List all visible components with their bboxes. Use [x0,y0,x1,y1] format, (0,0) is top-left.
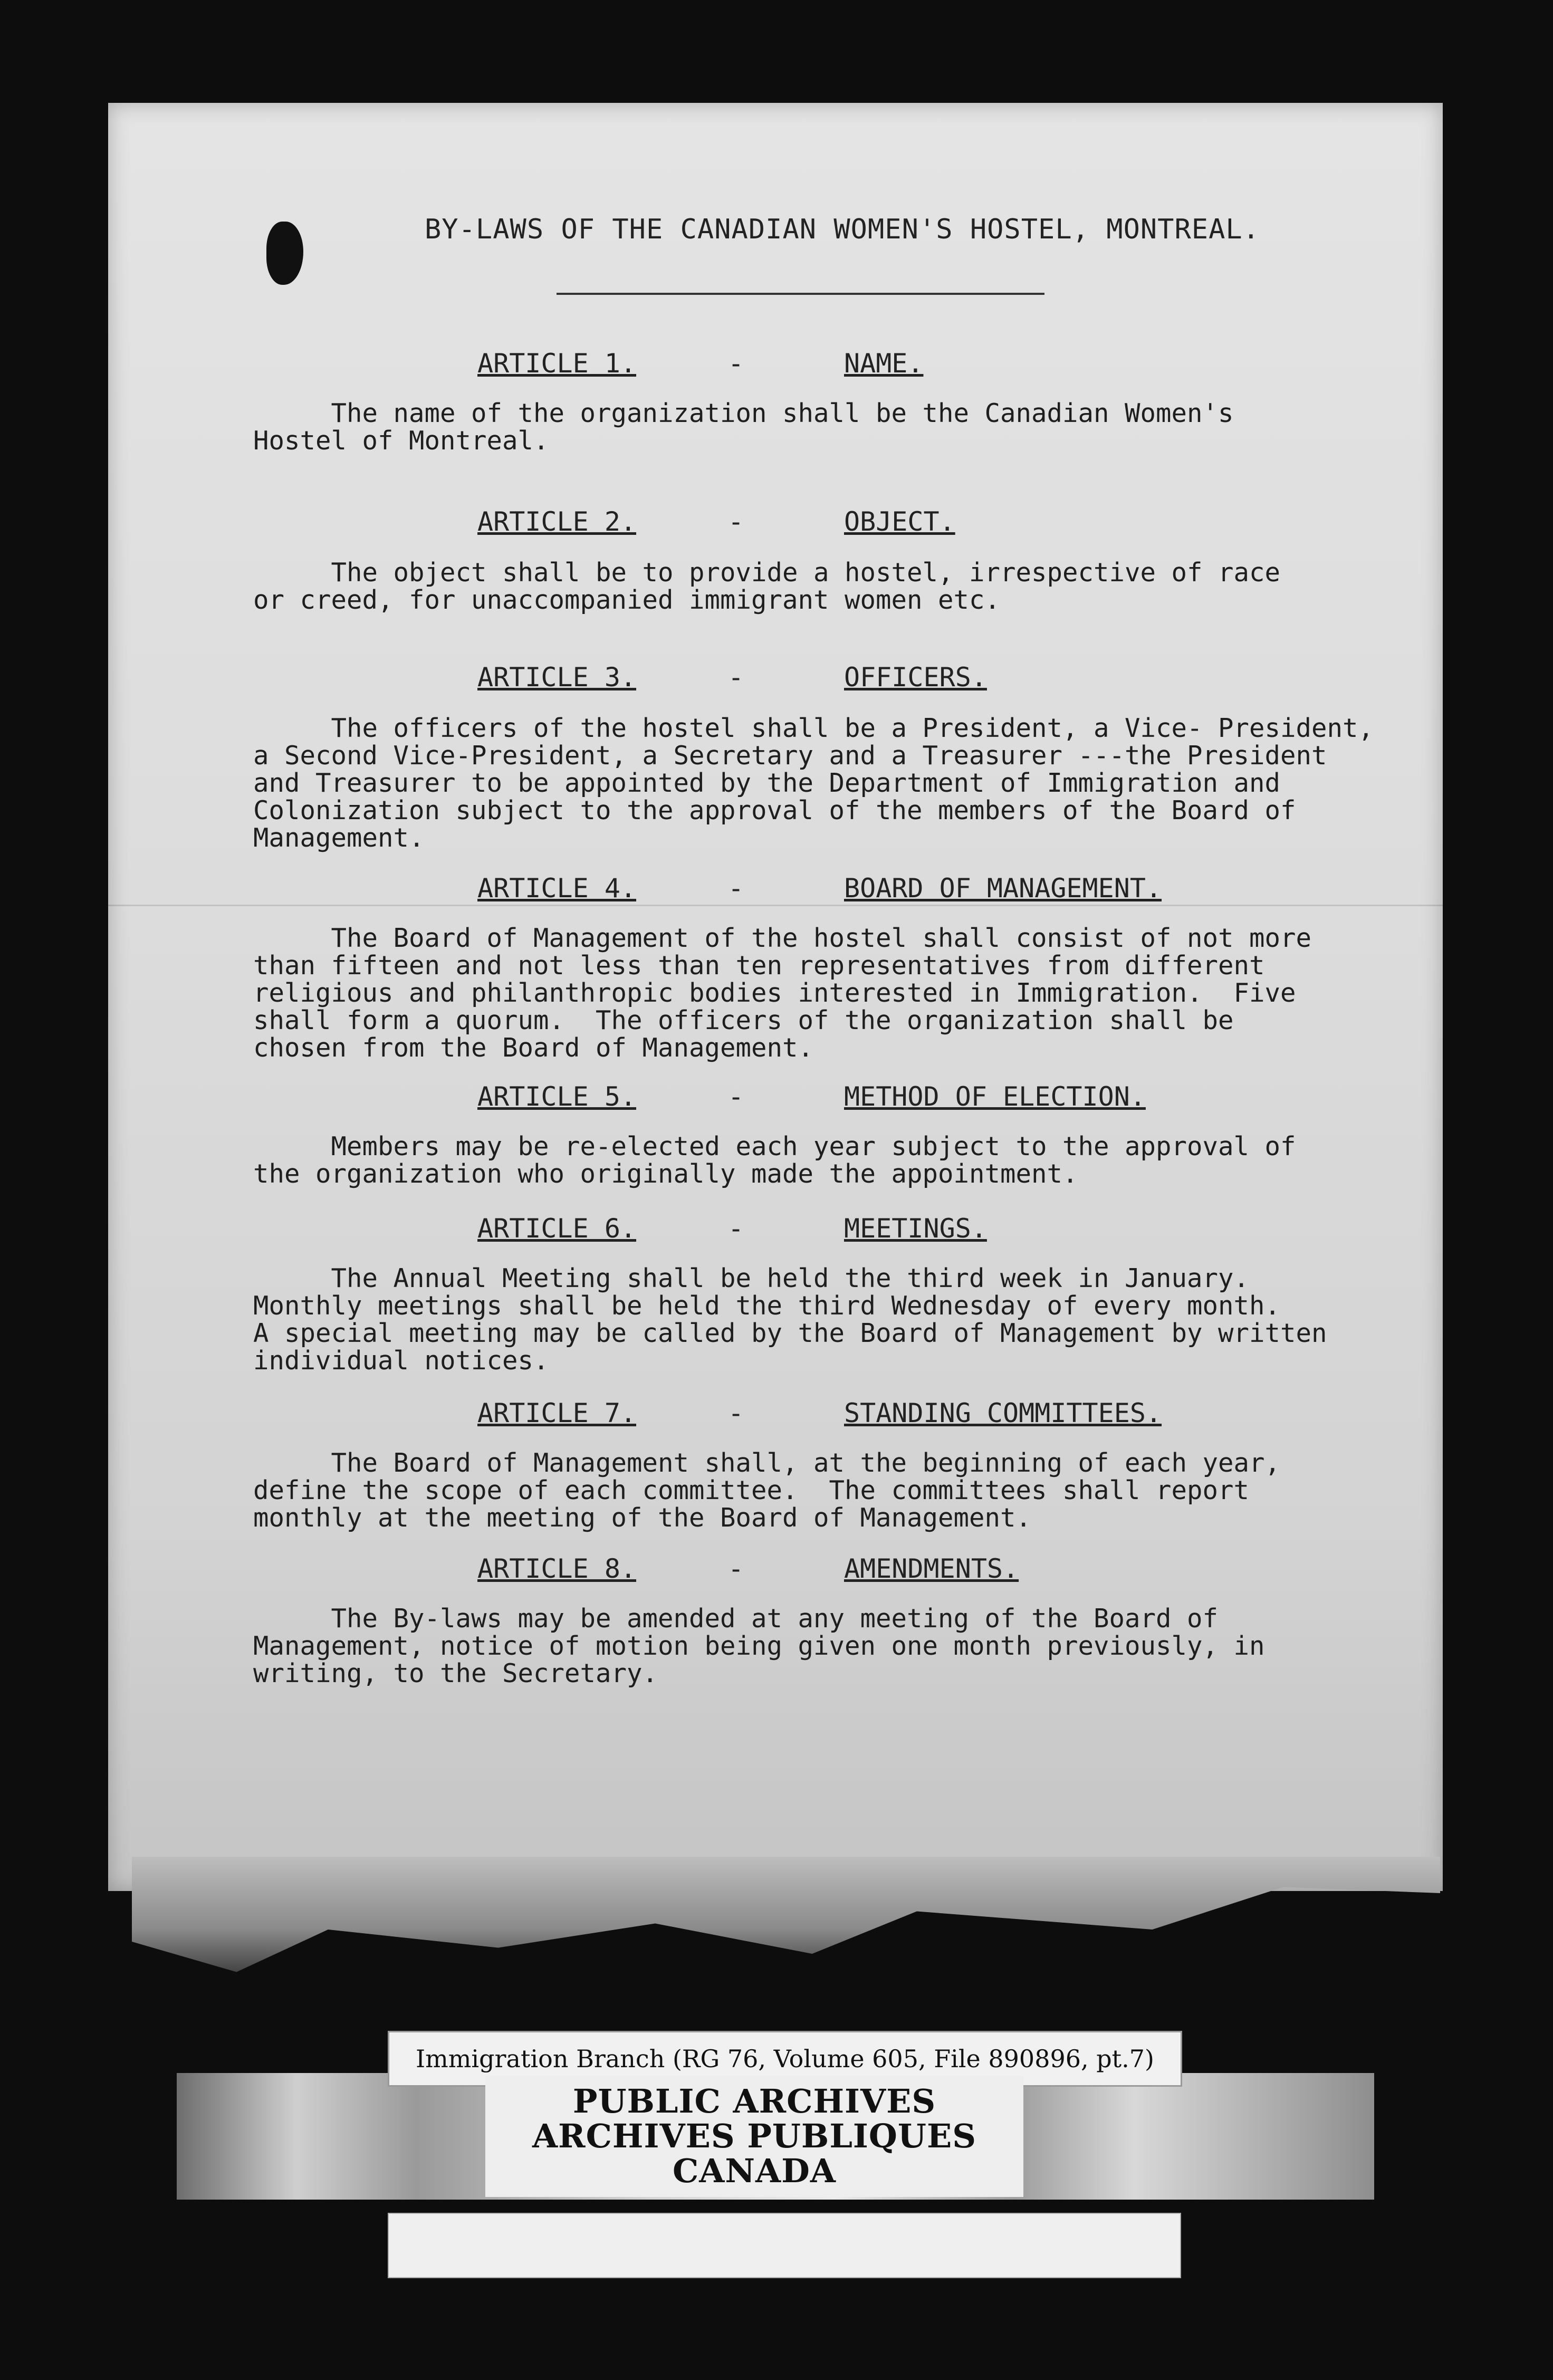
article-number: ARTICLE 5. [477,1081,637,1112]
torn-page-edge [132,1857,1440,1978]
article-name: MEETINGS. [844,1213,987,1244]
article-dash: - [728,1553,744,1584]
article-name: OFFICERS. [844,662,987,693]
stamp-line-2: ARCHIVES PUBLIQUES [532,2117,977,2155]
article-dash: - [728,1398,744,1428]
archive-reference-text: Immigration Branch (RG 76, Volume 605, File 890896, pt.7) [415,2045,1155,2073]
article-7-heading [0,1398,1553,1429]
article-dash: - [728,662,744,693]
article-dash: - [728,348,744,379]
article-dash: - [728,873,744,904]
stamp-line-1: PUBLIC ARCHIVES [572,2082,936,2120]
article-name: STANDING COMMITTEES. [844,1398,1162,1428]
article-4-text: The Board of Management of the hostel shall consist of not more than fifteen and not less than ten representatives from different religious and philanthropic bodies interested in Immigration. Five shall form a quorum. The officers of the organization shall be chosen from the Board of Management. [253,923,1312,1063]
article-name: METHOD OF ELECTION. [844,1081,1146,1112]
article-4-heading [0,873,1553,905]
article-name: NAME. [844,348,924,379]
article-2-text: The object shall be to provide a hostel, irrespective of race or creed, for unaccompanied immigrant women etc. [253,558,1281,615]
article-dash: - [728,1081,744,1112]
document-title: BY-LAWS OF THE CANADIAN WOMEN'S HOSTEL, MONTREAL. [425,214,1260,245]
article-3-text: The officers of the hostel shall be a President, a Vice- President, a Second Vice-President, a Secretary and a Treasurer ---the President and Treasurer to be appointed by the Department of Immigration and Colonization subject to the approval of the members of the Board of Management. [253,713,1374,853]
fold-crease [108,905,1443,906]
article-3-heading [0,662,1553,694]
article-number: ARTICLE 4. [477,873,637,904]
article-dash: - [728,506,744,537]
article-number: ARTICLE 8. [477,1553,637,1584]
article-8-heading [0,1553,1553,1585]
article-name: OBJECT. [844,506,955,537]
title-underline [557,293,1044,295]
article-7-text: The Board of Management shall, at the beginning of each year, define the scope of each committee. The committees shall report monthly at the meeting of the Board of Management. [253,1448,1281,1533]
article-1-heading [0,348,1553,380]
article-number: ARTICLE 3. [477,662,637,693]
article-1-text: The name of the organization shall be the Canadian Women's Hostel of Montreal. [253,398,1234,456]
article-2-heading [0,506,1553,538]
article-number: ARTICLE 1. [477,348,637,379]
article-name: AMENDMENTS. [844,1553,1019,1584]
article-5-text: Members may be re-elected each year subject to the approval of the organization who originally made the appointment. [253,1131,1296,1189]
article-6-heading [0,1213,1553,1245]
article-8-text: The By-laws may be amended at any meeting of the Board of Management, notice of motion being given one month previously, in writing, to the Secretary. [253,1604,1265,1688]
article-dash: - [728,1213,744,1244]
article-number: ARTICLE 2. [477,506,637,537]
article-5-heading [0,1081,1553,1113]
article-name: BOARD OF MANAGEMENT. [844,873,1162,904]
stamp-line-3: CANADA [672,2152,837,2190]
article-6-text: The Annual Meeting shall be held the third week in January. Monthly meetings shall be held the third Wednesday of every month. A special meeting may be called by the Board of Management by written individual notices. [253,1263,1327,1376]
article-number: ARTICLE 7. [477,1398,637,1428]
blank-archive-slip [388,2213,1181,2278]
public-archives-stamp [485,2076,1023,2197]
article-number: ARTICLE 6. [477,1213,637,1244]
